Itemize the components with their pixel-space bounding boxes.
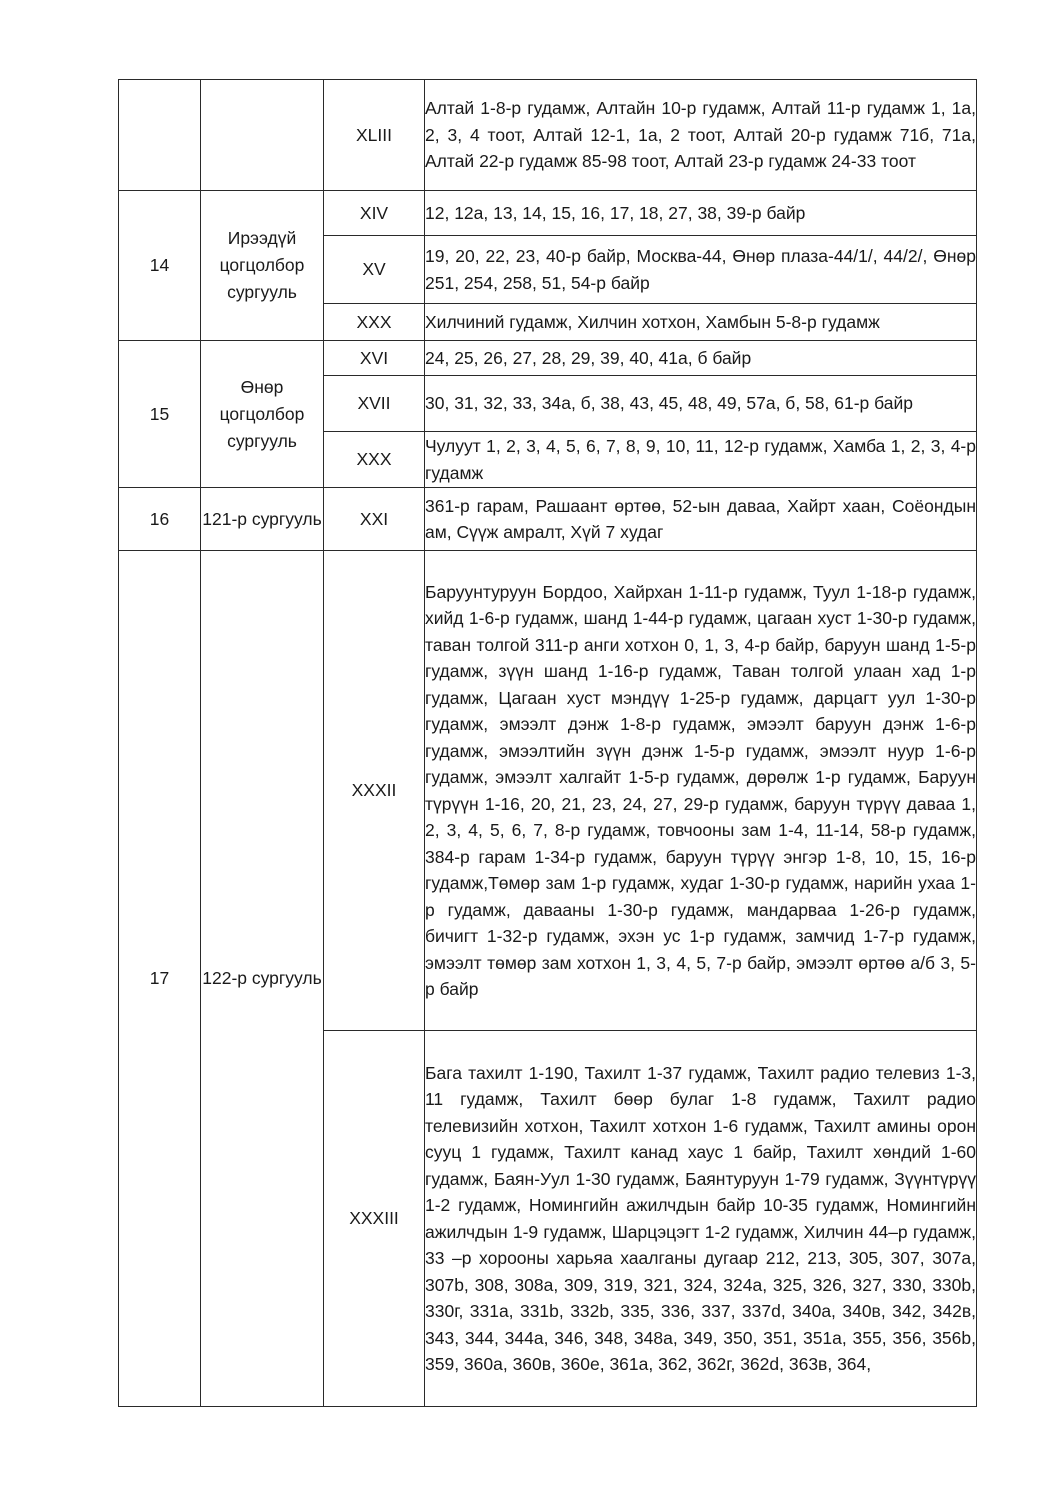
table-row [119, 341, 977, 376]
school-name: 122-р сургууль [201, 551, 324, 1407]
row-number: 14 [119, 191, 201, 341]
school-name: Өнөр цогцолбор сургууль [201, 341, 324, 488]
table-row [119, 191, 977, 236]
address-list: 30, 31, 32, 33, 34а, б, 38, 43, 45, 48, 49, 57а, б, 58, 61-р байр [425, 376, 977, 432]
address-list: 24, 25, 26, 27, 28, 29, 39, 40, 41а, б байр [425, 341, 977, 376]
row-number: 15 [119, 341, 201, 488]
address-list: Баруунтуруун Бордоо, Хайрхан 1-11-р гудамж, Туул 1-18-р гудамж, хийд 1-6-р гудамж, шанд 1-44-р гудамж, цагаан хуст 1-30-р гудамж, таван толгой 311-р анги хотхон 0, 1, 3, 4-р байр, баруун шанд 1-5-р гудамж, зүүн шанд 1-16-р гудамж, Таван толгой улаан хад 1-р гудамж, Цагаан хуст мэндүү 1-25-р гудамж, дарцагт уул 1-30-р гудамж, эмээлт дэнж 1-8-р гудамж, эмээлт баруун дэнж 1-6-р гудамж, эмээлтийн зүүн дэнж 1-5-р гудамж, эмээлт нуур 1-6-р гудамж, эмээлт халгайт 1-5-р гудамж, дөрөлж 1-р гудамж, Баруун түрүүн 1-16, 20, 21, 23, 24, 27, 29-р гудамж, баруун түрүү даваа 1, 2, 3, 4, 5, 6, 7, 8-р гудамж, товчооны зам 1-4, 11-14, 58-р гудамж, 384-р гарам 1-34-р гудамж, баруун түрүү энгэр 1-8, 10, 15, 16-р гудамж,Төмөр зам 1-р гудамж, худаг 1-30-р гудамж, нарийн ухаа 1-р гудамж, давааны 1-30-р гудамж, мандарваа 1-26-р гудамж, бичигт 1-32-р гудамж, эхэн ус 1-р гудамж, замчид 1-7-р гудамж, эмээлт төмөр зам хотхон 1, 3, 4, 5, 7-р байр, эмээлт өртөө а/б 3, 5-р байр [425, 551, 977, 1031]
address-list: Хилчиний гудамж, Хилчин хотхон, Хамбын 5-8-р гудамж [425, 304, 977, 341]
zone-code: XVI [324, 341, 425, 376]
address-list: 19, 20, 22, 23, 40-р байр, Москва-44, Өнөр плаза-44/1/, 44/2/, Өнөр 251, 254, 258, 51, 54-р байр [425, 236, 977, 304]
zone-code: XXX [324, 432, 425, 488]
school-district-table [118, 79, 977, 1407]
zone-code: XXXIII [324, 1031, 425, 1407]
row-number: 16 [119, 488, 201, 551]
address-list: Алтай 1-8-р гудамж, Алтайн 10-р гудамж, Алтай 11-р гудамж 1, 1а, 2, 3, 4 тоот, Алтай 12-1, 1а, 2 тоот, Алтай 20-р гудамж 71б, 71а, Алтай 22-р гудамж 85-98 тоот, Алтай 23-р гудамж 24-33 тоот [425, 80, 977, 191]
address-list: Чулуут 1, 2, 3, 4, 5, 6, 7, 8, 9, 10, 11, 12-р гудамж, Хамба 1, 2, 3, 4-р гудамж [425, 432, 977, 488]
zone-code: XXXII [324, 551, 425, 1031]
zone-code: XIV [324, 191, 425, 236]
zone-code: XXX [324, 304, 425, 341]
row-number [119, 80, 201, 191]
zone-code: XLIII [324, 80, 425, 191]
table-row [119, 488, 977, 551]
school-name [201, 80, 324, 191]
address-list: 12, 12а, 13, 14, 15, 16, 17, 18, 27, 38, 39-р байр [425, 191, 977, 236]
row-number: 17 [119, 551, 201, 1407]
zone-code: XVII [324, 376, 425, 432]
zone-code: XXI [324, 488, 425, 551]
table-row [119, 80, 977, 191]
address-list: Бага тахилт 1-190, Тахилт 1-37 гудамж, Тахилт радио телевиз 1-3, 11 гудамж, Тахилт бөөр булаг 1-8 гудамж, Тахилт радио телевизийн хотхон, Тахилт хотхон 1-6 гудамж, Тахилт амины орон сууц 1 гудамж, Тахилт канад хаус 1 байр, Тахилт хөндий 1-60 гудамж, Баян-Уул 1-30 гудамж, Баянтуруун 1-79 гудамж, Зүүнтүрүү 1-2 гудамж, Номингийн ажилчдын байр 10-35 гудамж, Номингийн ажилчдын 1-9 гудамж, Шарцэцэгт 1-2 гудамж, Хилчин 44–р гудамж, 33 –р хорооны харьяа хаалганы дугаар 212, 213, 305, 307, 307а, 307b, 308, 308а, 309, 319, 321, 324, 324а, 325, 326, 327, 330, 330b, 330г, 331а, 331b, 332b, 335, 336, 337, 337d, 340а, 340в, 342, 342в, 343, 344, 344а, 346, 348, 348а, 349, 350, 351, 351а, 355, 356, 356b, 359, 360а, 360в, 360е, 361а, 362, 362г, 362d, 363в, 364, [425, 1031, 977, 1407]
address-list: 361-р гарам, Рашаант өртөө, 52-ын даваа, Хайрт хаан, Соёондын ам, Сүүж амралт, Хүй 7 худаг [425, 488, 977, 551]
zone-code: XV [324, 236, 425, 304]
table-row [119, 551, 977, 1031]
school-name: 121-р сургууль [201, 488, 324, 551]
school-name: Ирээдүй цогцолбор сургууль [201, 191, 324, 341]
